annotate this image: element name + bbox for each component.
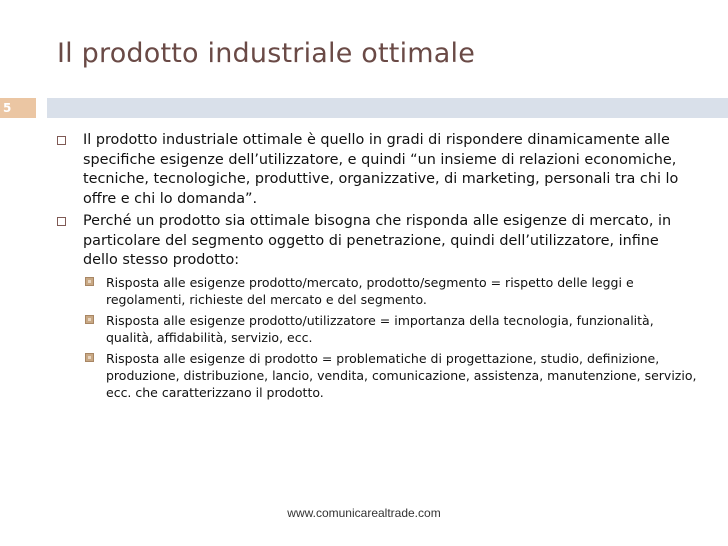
footer-url: www.comunicarealtrade.com [287, 506, 441, 520]
filled-square-bullet-icon [85, 315, 94, 324]
filled-square-bullet-icon [85, 353, 94, 362]
sub-bullet-text: Risposta alle esigenze di prodotto = problematiche di progettazione, studio, definizione, produzione, distribuzione, lancio, vendita, comunicazione, assistenza, manutenzione, servizio, ecc. che caratterizzano il prodotto. [106, 350, 697, 400]
bullet-item [57, 212, 697, 401]
sub-bullet-text: Risposta alle esigenze prodotto/utilizzatore = importanza della tecnologia, funzionalità, qualità, affidabilità, servizio, ecc. [106, 312, 654, 345]
bullet-text: Perché un prodotto sia ottimale bisogna che risponda alle esigenze di mercato, in particolare del segmento oggetto di penetrazione, quindi dell’utilizzatore, infine dello stesso prodotto: [83, 213, 672, 268]
sub-bullet-list [82, 274, 697, 401]
square-bullet-icon [57, 217, 66, 226]
bullet-item [57, 131, 697, 209]
sub-bullet-item [82, 312, 697, 346]
title-divider-bar [47, 98, 728, 118]
filled-square-bullet-icon [85, 277, 94, 286]
square-bullet-icon [57, 136, 66, 145]
sub-bullet-item [82, 350, 697, 401]
slide-number: 5 [0, 98, 36, 118]
sub-bullet-item [82, 274, 697, 308]
sub-bullet-text: Risposta alle esigenze prodotto/mercato, prodotto/segmento = rispetto delle leggi e regolamenti, richieste del mercato e del segmento. [106, 274, 634, 307]
bullet-text: Il prodotto industriale ottimale è quello in gradi di rispondere dinamicamente alle specifiche esigenze dell’utilizzatore, e quindi “un insieme di relazioni economiche, tecniche, tecnologiche, produttive, organizzative, di marketing, personali tra chi lo offre e chi lo domanda”. [83, 132, 679, 207]
bullet-list [57, 131, 697, 405]
slide-title: Il prodotto industriale ottimale [57, 38, 476, 69]
